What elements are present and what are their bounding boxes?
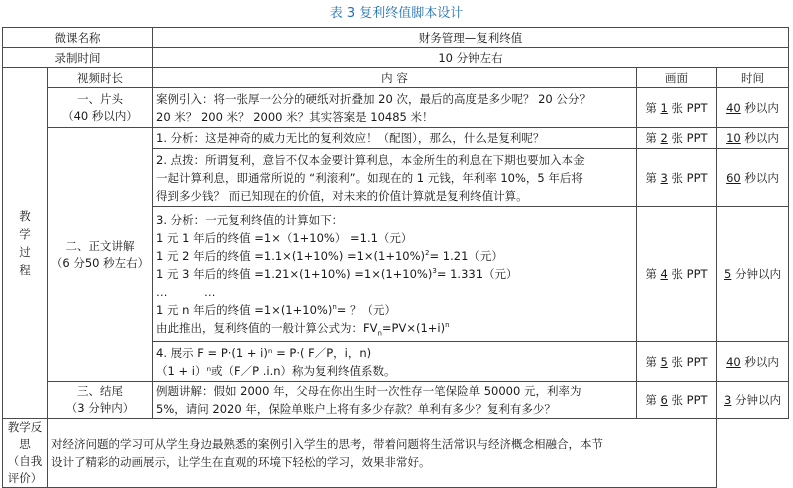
row-reflection <box>3 419 789 488</box>
analysis-3-content: 3. 分析：一元复利终值的计算如下： 1 元 1 年后的终值 =1×（1+10%） =1.1（元） 1 元 2 年后的终值 $=1.1\times(1+10\%) =1\times(1+10\%)^2= 1.21$（元） 1 元 3 年后的终值 $=1.21\times(1+10\%) =1\times(1+10\%)^3= 1.331$（元） … … 1 元 n 年后的终值 $=1\times(1+10\%)^n=$ ？（元） 由此推出，复利终值的一般计算公式为：$FV_n=PV\times(1+i)^n$ <box>153 207 637 342</box>
opening-label: 一、片头 （40 秒以内） <box>48 88 153 128</box>
table-caption: 表 3 复利终值脚本设计 <box>329 6 464 21</box>
col-header-screen: 画面 <box>637 68 717 88</box>
display-4-time: 40 秒以内 <box>717 342 789 382</box>
col-header-content: 内 容 <box>153 68 637 88</box>
record-time-value: 10 分钟左右 <box>153 48 789 68</box>
opening-screen: 第 1 张 PPT <box>637 88 717 128</box>
script-design-table <box>2 27 789 488</box>
col-header-time: 时间 <box>717 68 789 88</box>
display-4-content: 4. 展示 F = P·(1 + i)ⁿ = P·( F／P，i，n) （1 + i）ⁿ或（F／P .i.n）称为复利终值系数。 <box>153 342 637 382</box>
row-opening <box>3 88 789 128</box>
row-record-time <box>3 48 789 68</box>
ending-screen: 第 6 张 PPT <box>637 382 717 419</box>
course-name-value: 财务管理—复利终值 <box>153 28 789 48</box>
analysis-3-time: 5 分钟以内 <box>717 207 789 342</box>
hint-screen: 第 3 张 PPT <box>637 149 717 207</box>
reflection-content: 对经济问题的学习可从学生身边最熟悉的案例引入学生的思考，带着问题将生活常识与经济概念相融合，本节 设计了精彩的动画展示，让学生在直观的环境下轻松的学习，效果非常好。 <box>48 419 717 488</box>
teaching-process-label: 教 学 过 程 <box>3 68 48 419</box>
ending-time: 3 分钟以内 <box>717 382 789 419</box>
col-header-duration: 视频时长 <box>48 68 153 88</box>
analysis-3-screen: 第 4 张 PPT <box>637 207 717 342</box>
analysis-1-screen: 第 2 张 PPT <box>637 128 717 149</box>
analysis-1-time: 10 秒以内 <box>717 128 789 149</box>
hint-time: 60 秒以内 <box>717 149 789 207</box>
ending-content: 例题讲解：假如 2000 年，父母在你出生时一次性存一笔保险单 50000 元，利率为 5%，请问 2020 年，保险单账户上将有多少存款？单利有多少？复利有多少？ <box>153 382 637 419</box>
analysis-1-content: 1. 分析：这是神奇的威力无比的复利效应！（配图），那么，什么是复利呢？ <box>153 128 637 149</box>
main-label: 二、正文讲解 （6 分50 秒左右） <box>48 128 153 382</box>
row-course-name <box>3 28 789 48</box>
course-name-label: 微课名称 <box>3 28 153 48</box>
ending-label: 三、结尾 （3 分钟内） <box>48 382 153 419</box>
row-column-headers <box>3 68 789 88</box>
row-analysis-1 <box>3 128 789 149</box>
record-time-label: 录制时间 <box>3 48 153 68</box>
hint-content: 2. 点拨：所谓复利，意旨不仅本金要计算利息，本金所生的利息在下期也要加入本金 一起计算利息，即通常所说的 “利滚利”。如现在的 1 元钱，年利率 10%，5 年后将 得到多少钱？ 而已知现在的价值，对未来的价值计算就是复利终值计算。 <box>153 149 637 207</box>
opening-time: 40 秒以内 <box>717 88 789 128</box>
display-4-screen: 第 5 张 PPT <box>637 342 717 382</box>
reflection-label: 教学反思 （自我评价） <box>3 419 48 488</box>
opening-content: 案例引入：将一张厚一公分的硬纸对折叠加 20 次，最后的高度是多少呢？ 20 公分？ 20 米？ 200 米？ 2000 米？其实答案是 10485 米！ <box>153 88 637 128</box>
row-ending <box>3 382 789 419</box>
